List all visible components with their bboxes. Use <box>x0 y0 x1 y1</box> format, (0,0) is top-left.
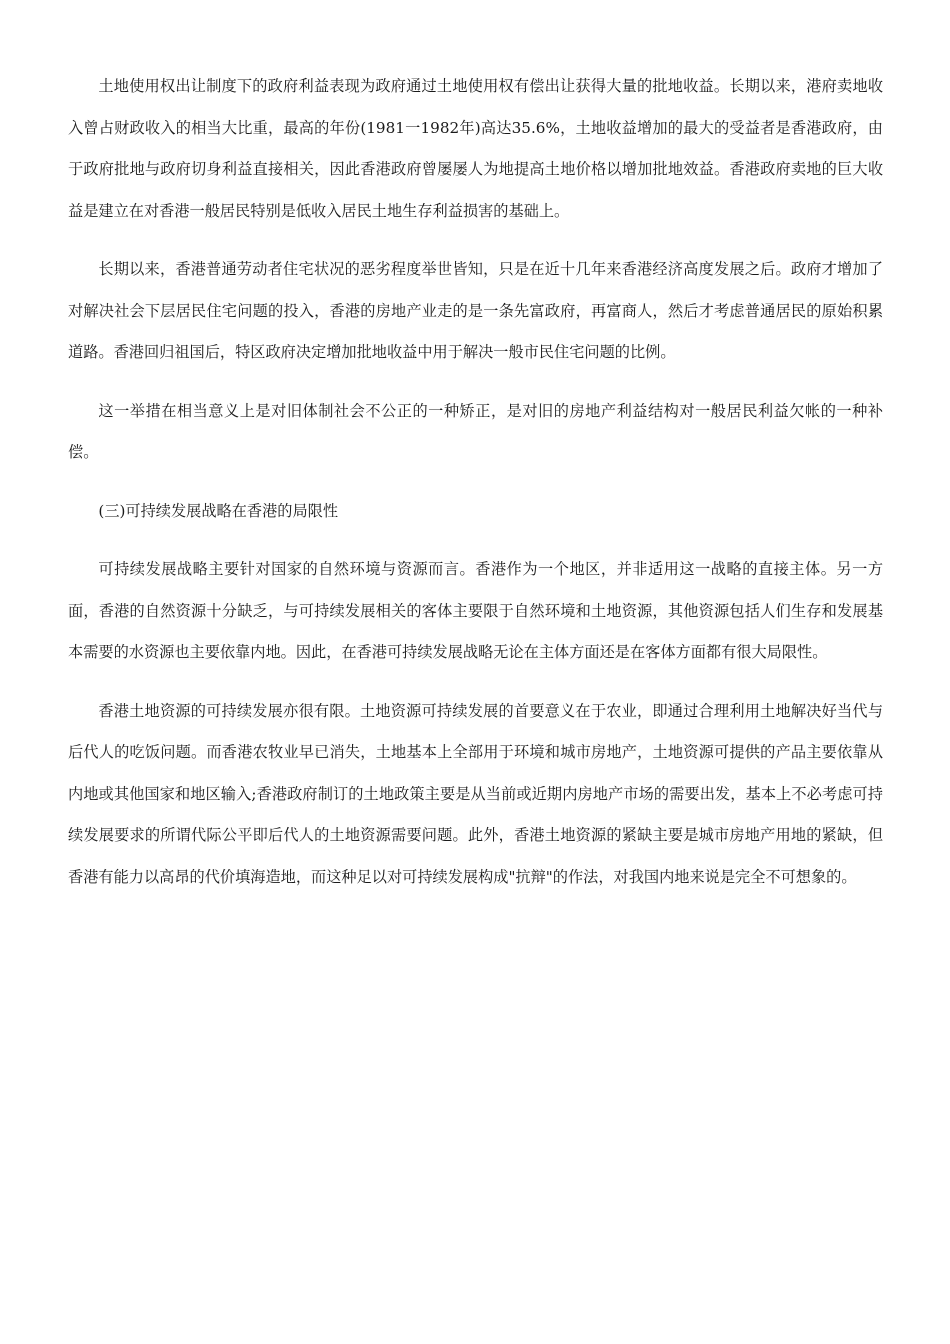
paragraph-correction: 这一举措在相当意义上是对旧体制社会不公正的一种矫正，是对旧的房地产利益结构对一般居民利益欠帐的一种补偿。 <box>68 401 883 461</box>
paragraph-sustainable-strategy: 可持续发展战略主要针对国家的自然环境与资源而言。香港作为一个地区，并非适用这一战略的直接主体。另一方面，香港的自然资源十分缺乏，与可持续发展相关的客体主要限于自然环境和土地资源，其他资源包括人们生存和发展基本需要的水资源也主要依靠内地。因此，在香港可持续发展战略无论在主体方面还是在客体方面都有很大局限性。 <box>68 560 883 661</box>
paragraph-housing-conditions: 长期以来，香港普通劳动者住宅状况的恶劣程度举世皆知，只是在近十几年来香港经济高度发展之后。政府才增加了对解决社会下层居民住宅问题的投入，香港的房地产业走的是一条先富政府，再富商人，然后才考虑普通居民的原始积累道路。香港回归祖国后，特区政府决定增加批地收益中用于解决一般市民住宅问题的比例。 <box>68 260 883 361</box>
paragraph-land-revenue: 土地使用权出让制度下的政府利益表现为政府通过土地使用权有偿出让获得大量的批地收益。长期以来，港府卖地收入曾占财政收入的相当大比重，最高的年份(1981一1982年)高达35.6%，土地收益增加的最大的受益者是香港政府，由于政府批地与政府切身利益直接相关，因此香港政府曾屡屡人为地提高土地价格以增加批地效益。香港政府卖地的巨大收益是建立在对香港一般居民特别是低收入居民土地生存利益损害的基础上。 <box>68 77 883 220</box>
section-heading: (三)可持续发展战略在香港的局限性 <box>98 501 339 520</box>
paragraph-land-resources: 香港土地资源的可持续发展亦很有限。土地资源可持续发展的首要意义在于农业，即通过合理利用土地解决好当代与后代人的吃饭问题。而香港农牧业早已消失，土地基本上全部用于环境和城市房地产，土地资源可提供的产品主要依靠从内地或其他国家和地区输入;香港政府制订的土地政策主要是从当前或近期内房地产市场的需要出发，基本上不必考虑可持续发展要求的所谓代际公平即后代人的土地资源需要问题。此外，香港土地资源的紧缺主要是城市房地产用地的紧缺，但香港有能力以高昂的代价填海造地，而这种足以对可持续发展构成"抗辩"的作法，对我国内地来说是完全不可想象的。 <box>68 701 883 886</box>
document-page <box>68 66 883 898</box>
